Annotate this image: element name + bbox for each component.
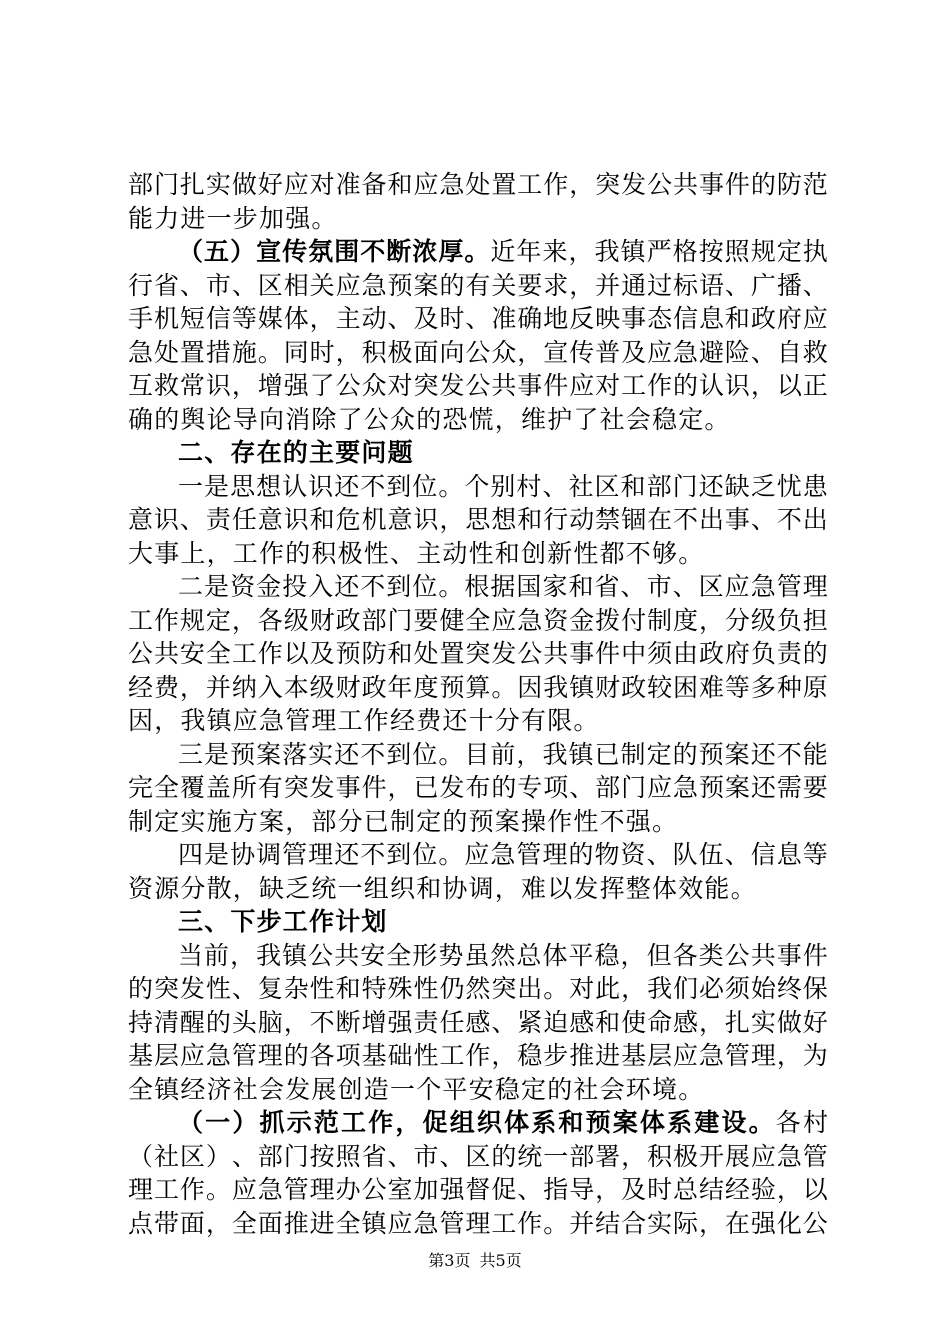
text-line: 互 救 常 识 ， 增 强 了 公 众 对 突 发 公 共 事 件 应 对 工 作 的 认 识 ， 以 正 [128,371,828,400]
text-line [128,805,828,839]
text-line: 手 机 短 信 等 媒 体 ， 主 动 、 及 时 、 准 确 地 反 映 事 态 信 息 和 政 府 应 [128,304,828,333]
text-line: 点 带 面 ， 全 面 推 进 全 镇 应 急 管 理 工 作 。 并 结 合 实 际 ， 在 强 化 公 [128,1208,828,1238]
text-line [128,704,828,738]
text-line: 的 突 发 性 、 复 杂 性 和 特 殊 性 仍 然 突 出 。 对 此 ， 我 们 必 须 始 终 保 [128,974,828,1003]
page-number: 第3页 [428,1251,471,1270]
text-line [128,872,828,906]
text-segment: 因，我镇应急管理工作经费还十分有限。 [128,706,600,735]
bold-text: 二、存在的主要问题 [178,438,414,467]
text-line: （ 社 区 ） 、 部 门 按 照 省 、 市 、 区 的 统 一 部 署 ， 积 极 开 展 应 急 管 [128,1141,828,1171]
text-segment: 能力进一步加强。 [128,203,338,233]
text-line: 工 作 规 定 ， 各 级 财 政 部 门 要 健 全 应 急 资 金 拨 付 制 度 ， 分 级 负 担 [128,605,828,635]
page-footer [0,1248,950,1271]
text-line: 三 是 预 案 落 实 还 不 到 位 。 目 前 ， 我 镇 已 制 定 的 预 案 还 不 能 [178,739,828,769]
text-segment: 确的舆论导向消除了公众的恐慌，维护了社会稳定。 [128,404,731,434]
text-line: 当 前 ， 我 镇 公 共 安 全 形 势 虽 然 总 体 平 稳 ， 但 各 类 公 共 事 件 [178,940,828,970]
text-line: 部 门 扎 实 做 好 应 对 准 备 和 应 急 处 置 工 作 ， 突 发 公 共 事 件 的 防 范 [128,170,828,199]
document-body [128,168,828,1240]
text-segment: 制定实施方案，部分已制定的预案操作性不强。 [128,806,679,836]
text-line [128,1073,828,1107]
text-line: 持 清 醒 的 头 脑 ， 不 断 增 强 责 任 感 、 紧 迫 感 和 使 命 感 ， 扎 实 做 好 [128,1007,828,1037]
text-line [128,202,828,236]
text-line: 完 全 覆 盖 所 有 突 发 事 件 ， 已 发 布 的 专 项 、 部 门 应 急 预 案 还 需 要 [128,773,828,802]
text-line [128,905,828,939]
page-total: 共5页 [479,1251,522,1270]
text-line: 急 处 置 措 施 。 同 时 ， 积 极 面 向 公 众 ， 宣 传 普 及 应 急 避 险 、 自 救 [128,337,828,367]
text-line: 行 省 、 市 、 区 相 关 应 急 预 案 的 有 关 要 求 ， 并 通 过 标 语 、 广 播 、 [128,270,828,300]
text-line [128,403,828,437]
text-line: 一 是 思 想 认 识 还 不 到 位 。 个 别 村 、 社 区 和 部 门 还 缺 乏 忧 患 [178,471,828,501]
text-segment: 大事上，工作的积极性、主动性和创新性都不够。 [128,538,705,568]
text-line: 意 识 、 责 任 意 识 和 危 机 意 识 ， 思 想 和 行 动 禁 锢 在 不 出 事 、 不 出 [128,505,828,534]
text-line: 公 共 安 全 工 作 以 及 预 防 和 处 置 突 发 公 共 事 件 中 须 由 政 府 负 责 的 [128,639,828,668]
text-line: 二 是 资 金 投 入 还 不 到 位 。 根 据 国 家 和 省 、 市 、 区 应 急 管 理 [178,572,828,601]
text-line: （ 五 ） 宣 传 氛 围 不 断 浓 厚 。 近 年 来 ， 我 镇 严 格 按 照 规 定 执 [178,237,828,266]
text-line: 四 是 协 调 管 理 还 不 到 位 。 应 急 管 理 的 物 资 、 队 伍 、 信 息 等 [178,840,828,869]
bold-text: 三、下步工作计划 [178,907,388,936]
text-line: 基 层 应 急 管 理 的 各 项 基 础 性 工 作 ， 稳 步 推 进 基 层 应 急 管 理 ， 为 [128,1041,828,1070]
text-segment: 资源分散，缺乏统一组织和协调，难以发挥整体效能。 [128,873,757,903]
text-line: （ 一 ） 抓 示 范 工 作 ， 促 组 织 体 系 和 预 案 体 系 建 设 。 各 村 [178,1108,828,1137]
text-line: 经 费 ， 并 纳 入 本 级 财 政 年 度 预 算 。 因 我 镇 财 政 较 困 难 等 多 种 原 [128,672,828,702]
text-line [128,537,828,571]
text-line [128,436,828,470]
text-segment: 全镇经济社会发展创造一个平安稳定的社会环境。 [128,1074,705,1104]
text-line: 理 工 作 。 应 急 管 理 办 公 室 加 强 督 促 、 指 导 ， 及 时 总 结 经 验 ， 以 [128,1175,828,1204]
